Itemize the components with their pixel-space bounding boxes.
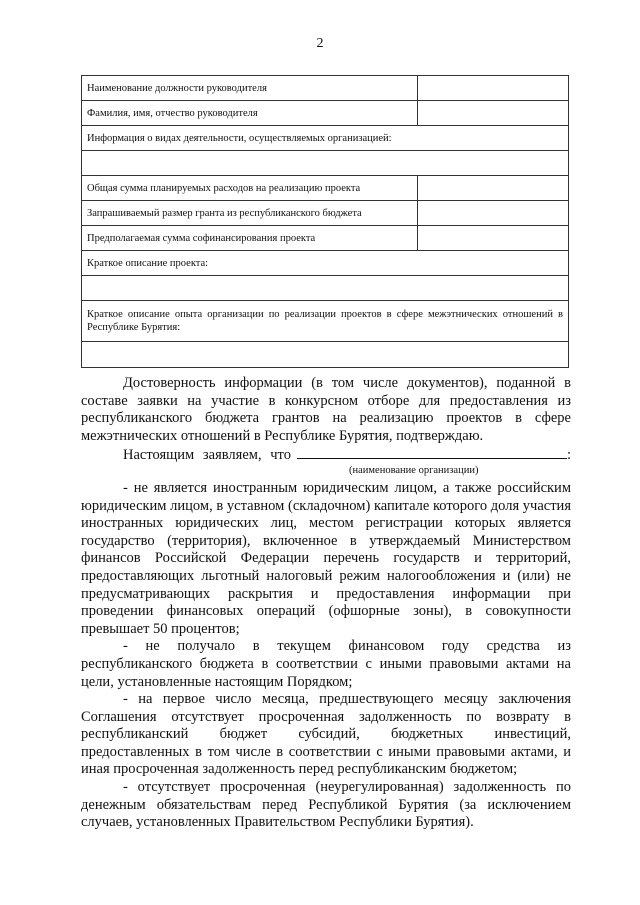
- grant-amount-label: Запрашиваемый размер гранта из республиканского бюджета: [82, 201, 418, 226]
- table-row: [82, 76, 569, 101]
- cofinancing-value[interactable]: [417, 226, 568, 251]
- list-item: - не является иностранным юридическим лицом, а также российским юридическим лицом, в уставном (складочном) капитале которого доля участия иностранных юридических лиц, местом регистрации которых является государство (территория), включенное в утверждаемый Министерством финансов Российской Федерации перечень государств и территорий, предоставляющих льготный налоговый режим налогообложения и (или) не предусматривающих раскрытия и предоставления информации при проведении финансовых операций (офшорные зоны), в совокупности превышает 50 процентов;: [81, 479, 571, 637]
- project-description-value[interactable]: [82, 276, 569, 301]
- experience-value[interactable]: [82, 342, 569, 368]
- project-description-label: Краткое описание проекта:: [82, 251, 569, 276]
- table-row: [82, 101, 569, 126]
- position-title-label: Наименование должности руководителя: [82, 76, 418, 101]
- statement-line: [81, 445, 571, 465]
- table-row: [82, 251, 569, 276]
- organization-name-caption: (наименование организации): [349, 464, 479, 476]
- statement-prefix: Настоящим заявляем, что: [123, 447, 291, 464]
- position-title-value[interactable]: [417, 76, 568, 101]
- activities-label: Информация о видах деятельности, осуществляемых организацией:: [82, 126, 569, 151]
- application-form-table: [81, 75, 569, 368]
- list-item: - отсутствует просроченная (неурегулированная) задолженность по денежным обязательствам перед Республикой Бурятия (за исключением случаев, установленных Правительством Республики Бурятия).: [81, 779, 571, 831]
- activities-value[interactable]: [82, 151, 569, 176]
- declaration-section: [81, 375, 571, 832]
- table-row: [82, 126, 569, 151]
- list-item: - на первое число месяца, предшествующего месяцу заключения Соглашения отсутствует просроченная задолженность по возврату в республиканский бюджет субсидий, бюджетных инвестиций, предоставленных в том числе в соответствии с иными правовыми актами, и иная просроченная задолженность перед республиканским бюджетом;: [81, 691, 571, 778]
- table-row: [82, 276, 569, 301]
- total-expenses-label: Общая сумма планируемых расходов на реализацию проекта: [82, 176, 418, 201]
- head-name-value[interactable]: [417, 101, 568, 126]
- list-item: - не получало в текущем финансовом году средства из республиканского бюджета в соответствии с иными правовыми актами на цели, установленные настоящим Порядком;: [81, 638, 571, 690]
- page-number: 2: [316, 36, 324, 51]
- reliability-confirmation: Достоверность информации (в том числе документов), поданной в составе заявки на участие в конкурсном отборе для предоставления из республиканского бюджета грантов на реализацию проектов в сфере межэтнических отношений в Республике Бурятия, подтверждаю.: [81, 375, 571, 444]
- table-row: [82, 301, 569, 342]
- table-row: [82, 342, 569, 368]
- grant-amount-value[interactable]: [417, 201, 568, 226]
- table-row: [82, 151, 569, 176]
- statement-suffix: :: [566, 447, 571, 464]
- table-row: [82, 226, 569, 251]
- organization-name-blank[interactable]: [297, 445, 567, 459]
- experience-label: Краткое описание опыта организации по реализации проектов в сфере межэтнических отношений в Республике Бурятия:: [82, 301, 569, 342]
- head-name-label: Фамилия, имя, отчество руководителя: [82, 101, 418, 126]
- table-row: [82, 201, 569, 226]
- table-row: [82, 176, 569, 201]
- cofinancing-label: Предполагаемая сумма софинансирования проекта: [82, 226, 418, 251]
- total-expenses-value[interactable]: [417, 176, 568, 201]
